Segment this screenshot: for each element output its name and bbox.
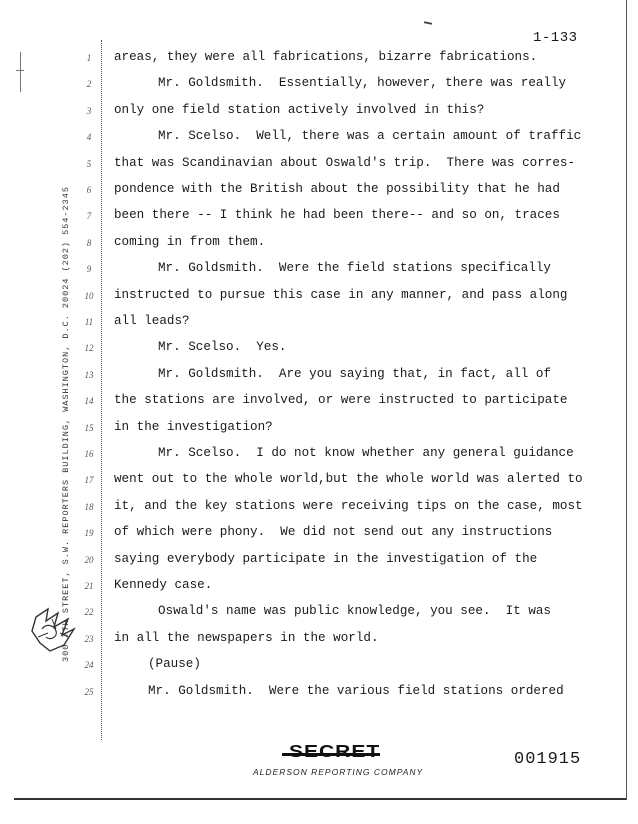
transcript-line: [0, 550, 638, 576]
line-text: areas, they were all fabrications, bizarre fabrications.: [114, 50, 538, 64]
notary-seal-icon: [28, 607, 78, 658]
line-number: 1: [86, 53, 92, 63]
line-text: (Pause): [148, 657, 201, 672]
line-number: 13: [84, 369, 94, 380]
line-number: 18: [84, 501, 94, 512]
line-text: all leads?: [114, 314, 190, 328]
line-number: 9: [86, 264, 92, 275]
line-text: of which were phony. We did not send out any instructions: [114, 525, 553, 540]
line-text: coming in from them.: [114, 234, 266, 249]
transcript-line: [0, 286, 638, 312]
transcript-line: [0, 233, 638, 259]
line-number: 20: [84, 554, 94, 565]
line-number: 6: [86, 185, 92, 195]
page-number: 1-133: [533, 30, 578, 46]
line-text: been there -- I think he had been there-- and so on, traces: [114, 208, 560, 223]
line-number: 24: [84, 660, 94, 671]
line-text: Mr. Scelso. Yes.: [158, 340, 287, 355]
line-text: Mr. Goldsmith. Essentially, however, there was really: [158, 76, 567, 91]
line-number: 22: [84, 607, 94, 618]
reporter-address-sidebar: 300 7TH STREET, S.W. REPORTERS BUILDING, WASHINGTON, D.C. 20024 (202) 554-2345: [61, 186, 71, 662]
line-text: the stations are involved, or were instructed to participate: [114, 393, 568, 408]
line-number: 10: [84, 290, 94, 301]
transcript-line: [0, 312, 638, 338]
line-text: pondence with the British about the possibility that he had: [114, 182, 560, 196]
transcript-line: [0, 418, 638, 444]
line-text: went out to the whole world,but the whole world was alerted to: [114, 472, 583, 487]
transcript-line: [0, 470, 638, 496]
transcript-line: [0, 365, 638, 391]
line-number: 7: [86, 211, 92, 222]
transcript-line: [0, 74, 638, 100]
line-number: 4: [86, 132, 92, 143]
transcript-line: [0, 655, 638, 681]
transcript-line: [0, 154, 638, 180]
line-text: instructed to pursue this case in any manner, and pass along: [114, 287, 568, 302]
transcript-line: [0, 259, 638, 285]
line-text: Kennedy case.: [114, 578, 213, 592]
document-id: 001915: [514, 750, 582, 769]
transcript-line: [0, 576, 638, 602]
transcript-line: [0, 602, 638, 628]
line-number: 25: [84, 686, 94, 697]
reporter-name: ALDERSON REPORTING COMPANY: [253, 767, 424, 777]
line-number: 17: [84, 475, 94, 486]
transcript-line: [0, 682, 638, 708]
transcript-line: [0, 180, 638, 206]
transcript-line: [0, 444, 638, 470]
transcript-line: [0, 391, 638, 417]
line-number: 5: [86, 158, 92, 169]
line-text: it, and the key stations were receiving tips on the case, most: [114, 498, 583, 513]
transcript-line: [0, 206, 638, 232]
line-number: 12: [84, 343, 94, 354]
line-number: 11: [84, 317, 94, 327]
bottom-rule: [14, 798, 626, 800]
line-number: 14: [84, 396, 94, 407]
classification-stamp: SECRET: [289, 741, 381, 762]
line-number: 21: [84, 581, 94, 591]
line-text: Oswald's name was public knowledge, you see. It was: [158, 604, 551, 619]
line-text: only one field station actively involved in this?: [114, 102, 485, 117]
scan-mark: [424, 21, 432, 25]
line-number: 19: [84, 528, 94, 539]
line-text: Mr. Goldsmith. Were the field stations specifically: [158, 261, 551, 276]
line-text: in the investigation?: [114, 419, 273, 434]
transcript-line: [0, 338, 638, 364]
line-text: that was Scandinavian about Oswald's trip. There was corres-: [114, 155, 576, 170]
transcript-line: [0, 48, 638, 74]
line-text: in all the newspapers in the world.: [114, 630, 379, 645]
transcript-line: [0, 629, 638, 655]
transcript-line: [0, 101, 638, 127]
transcript-line: [0, 127, 638, 153]
line-number: 23: [84, 633, 94, 644]
transcript-line: [0, 497, 638, 523]
line-number: 3: [86, 105, 92, 116]
line-number: 15: [84, 422, 94, 433]
line-text: Mr. Scelso. Well, there was a certain amount of traffic: [158, 129, 582, 144]
line-number: 8: [86, 237, 92, 248]
line-text: Mr. Goldsmith. Are you saying that, in fact, all of: [158, 366, 551, 381]
line-text: saying everybody participate in the investigation of the: [114, 551, 538, 566]
line-number: 16: [84, 449, 94, 459]
transcript-line: [0, 523, 638, 549]
line-text: Mr. Scelso. I do not know whether any general guidance: [158, 446, 574, 460]
line-number: 2: [86, 79, 92, 90]
line-text: Mr. Goldsmith. Were the various field stations ordered: [148, 683, 564, 698]
